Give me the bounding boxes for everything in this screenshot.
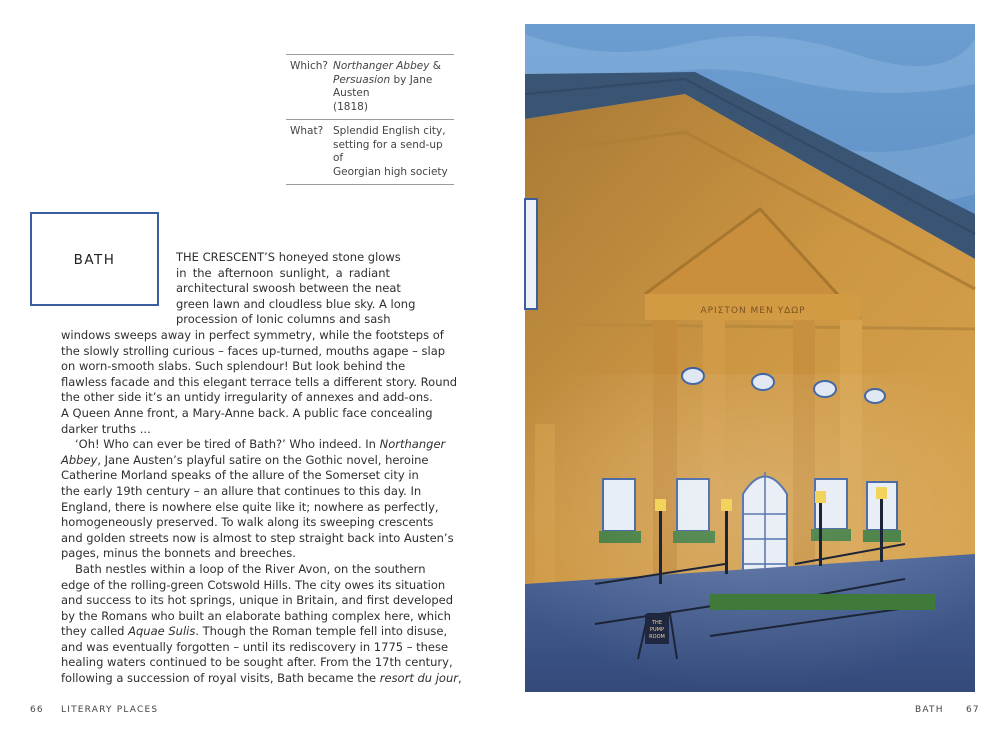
what-row	[286, 119, 454, 185]
text-line: on worn-smooth slabs. Such splendour! But look behind the	[61, 359, 406, 374]
which-label: Which?	[290, 60, 328, 72]
book-title-persuasion: Persuasion	[333, 73, 391, 86]
text-line: the early 19th century – an allure that continues to this day. In	[61, 483, 422, 498]
french-term: resort du jour	[379, 671, 458, 686]
text-line	[61, 671, 462, 687]
what-line: setting for a send-up of	[333, 138, 443, 164]
left-page-number: 66	[30, 705, 44, 715]
pump-room-illustration	[525, 24, 975, 692]
pavement	[525, 374, 975, 692]
right-running-head: BATH	[915, 705, 944, 715]
sign-text: PUMP	[649, 627, 665, 633]
text-line: England, there is nowhere else quite like it; nowhere as perfectly,	[61, 499, 439, 514]
text-line: procession of Ionic columns and sash	[176, 312, 391, 327]
text-line: A Queen Anne front, a Mary-Anne back. A public face concealing	[61, 405, 433, 420]
text-line: healing waters continued to be sought after. From the 17th century,	[61, 655, 453, 670]
which-year: (1818)	[333, 100, 368, 113]
left-running-head: LITERARY PLACES	[61, 705, 159, 715]
text-line: homogeneously preserved. To walk along its sweeping crescents	[61, 515, 434, 530]
book-title-northanger: Northanger	[379, 437, 446, 452]
what-line: Splendid English city,	[333, 125, 446, 137]
which-author: by Jane Austen	[333, 73, 433, 99]
text-line: the slowly strolling curious – faces up-turned, mouths agape – slap	[61, 343, 446, 358]
text-line: and success to its hot springs, unique in Britain, and first developed	[61, 593, 454, 608]
which-row	[286, 54, 454, 119]
what-line: Georgian high society	[333, 165, 448, 178]
text-line: windows sweeps away in perfect symmetry, while the footsteps of	[61, 328, 444, 342]
text-run: . Though the Roman temple fell into disuse,	[195, 624, 448, 639]
sign-text: ROOM	[649, 634, 665, 640]
what-value	[333, 125, 454, 179]
text-line	[61, 437, 446, 453]
text-line: THE CRESCENT’S honeyed stone glows	[176, 250, 401, 264]
latin-term: Aquae Sulis	[128, 624, 196, 639]
text-line: edge of the rolling-green Cotswold Hills. The city owes its situation	[61, 577, 446, 592]
text-line: and was eventually forgotten – until its rediscovery in 1775 – these	[61, 639, 449, 654]
text-line: and golden streets now is almost to step straight back into Austen’s	[61, 530, 454, 545]
text-line: architectural swoosh between the neat	[176, 281, 401, 296]
text-run: , Jane Austen’s playful satire on the Gothic novel, heroine	[97, 452, 429, 467]
book-title-northanger: Northanger Abbey	[333, 60, 430, 72]
text-line: the other side it’s an untidy irregularity of annexes and add-ons.	[61, 390, 433, 405]
text-line	[61, 624, 448, 640]
chapter-title-box	[30, 212, 159, 306]
text-line: Bath nestles within a loop of the River Avon, on the southern	[75, 561, 426, 576]
text-line: green lawn and cloudless blue sky. A long	[176, 296, 416, 311]
which-amp: &	[429, 60, 441, 72]
text-line: pages, minus the bonnets and breeches.	[61, 546, 296, 561]
intro-paragraph-narrow	[176, 250, 416, 328]
which-value	[333, 60, 454, 114]
book-title-abbey: Abbey	[61, 452, 98, 467]
chapter-title: BATH	[73, 252, 116, 268]
text-run: they called	[61, 624, 129, 639]
body-text	[61, 328, 462, 687]
text-line: Catherine Morland speaks of the allure of the Somerset city in	[61, 468, 419, 483]
text-run: ‘Oh! Who can ever be tired of Bath?’ Who indeed. In	[75, 437, 380, 452]
sign-text: THE	[652, 620, 662, 626]
text-line: flawless facade and this elegant terrace tells a different story. Round	[61, 374, 458, 389]
what-label: What?	[290, 125, 324, 137]
text-line: in the afternoon sunlight, a radiant	[176, 265, 390, 280]
text-line: by the Romans who built an elaborate bathing complex here, which	[61, 608, 451, 623]
text-line	[61, 452, 429, 469]
text-run: ,	[457, 671, 462, 686]
right-page-number: 67	[966, 705, 980, 715]
text-run: following a succession of royal visits, Bath became the	[61, 671, 380, 686]
portico-inscription: ΑΡΙΣΤΟΝ ΜΕΝ ΥΔΩΡ	[700, 306, 806, 316]
text-line: darker truths ...	[61, 421, 151, 436]
info-table	[286, 54, 454, 185]
